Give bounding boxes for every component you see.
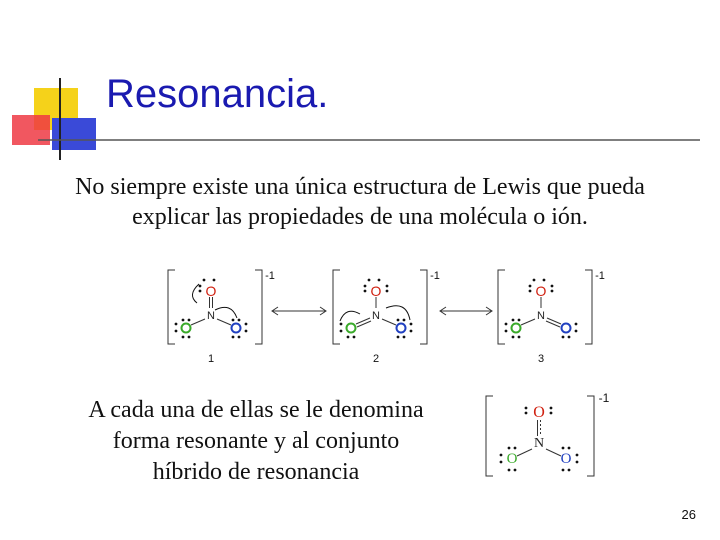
lone-pair-dot [397, 319, 400, 322]
lone-pair-dot [188, 319, 191, 322]
bond-single [382, 319, 396, 325]
bond-single [521, 319, 535, 325]
oxygen-atom-left [182, 324, 191, 333]
lone-pair-dot [353, 336, 356, 339]
oxygen-atom-left [512, 324, 521, 333]
intro-line: explicar las propiedades de una molécula o ión. [132, 204, 588, 230]
bond-double [356, 318, 370, 324]
lone-pair-dot [508, 469, 511, 472]
curved-arrow-icon [340, 311, 360, 321]
lewis-structure-2 [333, 270, 440, 365]
partial-bond [546, 449, 561, 456]
right-bracket [420, 270, 427, 344]
lone-pair-dot [410, 330, 413, 333]
right-bracket [585, 270, 592, 344]
lone-pair-dot [182, 319, 185, 322]
lone-pair-dot [550, 412, 553, 415]
nitrogen-atom: N [207, 310, 215, 322]
lone-pair-dot [500, 454, 503, 457]
lone-pair-dot [203, 279, 206, 282]
lone-pair-dot [529, 290, 532, 293]
bond-double [547, 318, 561, 324]
lone-pair-dot [378, 279, 381, 282]
resonance-hybrid [486, 391, 610, 476]
lewis-structure-1 [168, 270, 275, 365]
lone-pair-dot [188, 336, 191, 339]
lone-pair-dot [512, 336, 515, 339]
lone-pair-dot [562, 469, 565, 472]
lone-pair-dot [199, 285, 202, 288]
oxygen-atom-top: O [370, 283, 382, 299]
bond-double [357, 321, 371, 327]
lone-pair-dot [551, 285, 554, 288]
left-bracket [168, 270, 175, 344]
lone-pair-dot [518, 336, 521, 339]
lone-pair-dot [543, 279, 546, 282]
lone-pair-dot [576, 461, 579, 464]
intro-text [10, 172, 710, 232]
lone-pair-dot [525, 412, 528, 415]
lone-pair-dot [232, 319, 235, 322]
structure-number: 2 [372, 353, 380, 365]
lone-pair-dot [386, 285, 389, 288]
lone-pair-dot [505, 323, 508, 326]
lone-pair-dot [514, 469, 517, 472]
lone-pair-dot [568, 469, 571, 472]
lone-pair-dot [340, 330, 343, 333]
definition-text [40, 395, 472, 488]
bond-double [546, 321, 560, 327]
definition-line: A cada una de ellas se le denomina [88, 397, 424, 423]
lone-pair-dot [403, 336, 406, 339]
oxygen-atom-left [347, 324, 356, 333]
lone-pair-dot [364, 285, 367, 288]
oxygen-atom-right [232, 324, 241, 333]
resonance-structures [168, 270, 605, 365]
lone-pair-dot [245, 323, 248, 326]
lone-pair-dot [525, 407, 528, 410]
definition-line: forma resonante y al conjunto [112, 428, 400, 454]
lone-pair-dot [568, 447, 571, 450]
lone-pair-dot [562, 336, 565, 339]
curved-arrow-icon [215, 307, 237, 318]
slide-title: Resonancia. [106, 72, 329, 116]
lone-pair-dot [347, 336, 350, 339]
lone-pair-dot [368, 279, 371, 282]
lone-pair-dot [512, 319, 515, 322]
lone-pair-dot [575, 330, 578, 333]
hybrid-nitrogen: N [533, 436, 545, 451]
lone-pair-dot [529, 285, 532, 288]
lone-pair-dot [576, 454, 579, 457]
structure-charge: -1 [430, 270, 440, 282]
structure-number: 1 [207, 353, 215, 365]
structure-charge: -1 [595, 270, 605, 282]
intro-line: No siempre existe una única estructura de Lewis que pueda [75, 174, 645, 200]
bond-single [191, 319, 205, 325]
structure-charge: -1 [265, 270, 275, 282]
oxygen-atom-right [397, 324, 406, 333]
left-bracket [333, 270, 340, 344]
left-bracket [498, 270, 505, 344]
oxygen-atom-top: O [205, 283, 217, 299]
lone-pair-dot [213, 279, 216, 282]
definition-line: híbrido de resonancia [152, 459, 360, 485]
lone-pair-dot [340, 323, 343, 326]
lone-pair-dot [175, 323, 178, 326]
lone-pair-dot [386, 290, 389, 293]
right-bracket [255, 270, 262, 344]
lone-pair-dot [238, 336, 241, 339]
hybrid-oxygen-left: O [506, 451, 518, 467]
lone-pair-dot [551, 290, 554, 293]
lone-pair-dot [568, 336, 571, 339]
hybrid-oxygen-right: O [560, 451, 572, 467]
lone-pair-dot [245, 330, 248, 333]
lone-pair-dot [514, 447, 517, 450]
curved-arrow-icon [192, 284, 199, 303]
hybrid-oxygen-top: O [533, 404, 545, 421]
bond-single [217, 319, 231, 325]
lone-pair-dot [533, 279, 536, 282]
lone-pair-dot [238, 319, 241, 322]
lone-pair-dot [518, 319, 521, 322]
lone-pair-dot [562, 447, 565, 450]
hybrid-charge: -1 [598, 391, 610, 405]
lone-pair-dot [364, 290, 367, 293]
lone-pair-dot [505, 330, 508, 333]
right-bracket [587, 396, 594, 476]
oxygen-atom-top: O [535, 283, 547, 299]
lone-pair-dot [199, 290, 202, 293]
nitrogen-atom: N [372, 310, 380, 322]
lone-pair-dot [397, 336, 400, 339]
page-number: 26 [681, 507, 696, 522]
left-bracket [486, 396, 493, 476]
partial-bond [517, 449, 532, 456]
lone-pair-dot [550, 407, 553, 410]
structure-number: 3 [537, 353, 545, 365]
nitrogen-atom: N [537, 310, 545, 322]
lone-pair-dot [500, 461, 503, 464]
lewis-structure-3 [498, 270, 605, 365]
lone-pair-dot [410, 323, 413, 326]
curved-arrow-icon [386, 306, 410, 320]
lone-pair-dot [232, 336, 235, 339]
oxygen-atom-right [562, 324, 571, 333]
lone-pair-dot [175, 330, 178, 333]
lone-pair-dot [508, 447, 511, 450]
lone-pair-dot [403, 319, 406, 322]
lone-pair-dot [182, 336, 185, 339]
lone-pair-dot [575, 323, 578, 326]
